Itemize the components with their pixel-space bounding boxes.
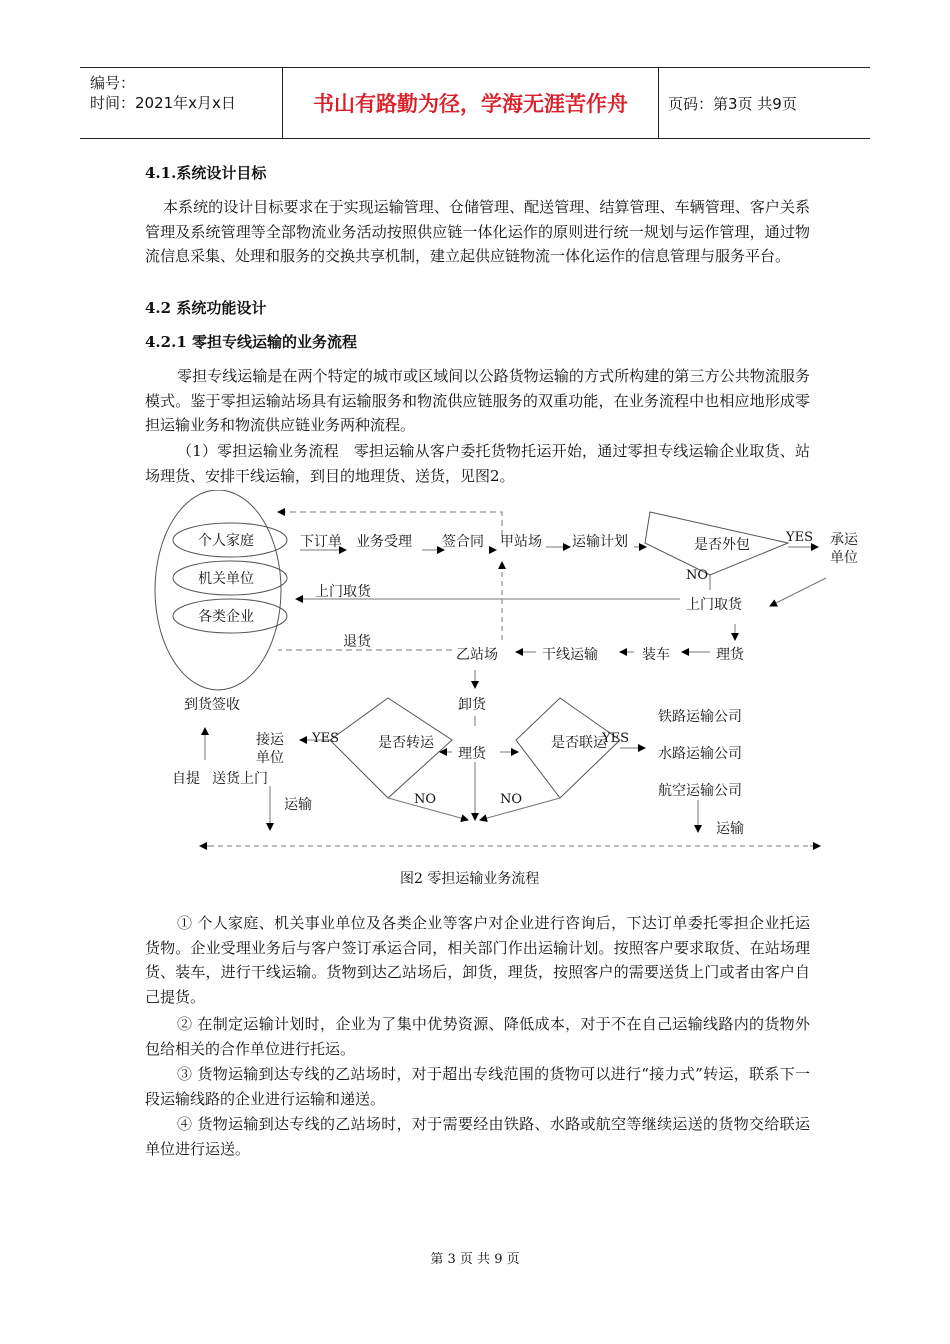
arrow-carrier-pickup bbox=[770, 578, 826, 606]
node-transfer: 是否转运 bbox=[378, 735, 434, 751]
time-label: 时间：2021年x月x日 bbox=[90, 94, 236, 112]
page-header bbox=[80, 67, 870, 139]
node-pickup-right: 上门取货 bbox=[686, 597, 742, 613]
node-pickup-left: 上门取货 bbox=[315, 584, 371, 600]
node-accept: 业务受理 bbox=[356, 534, 412, 550]
label-no-3: NO bbox=[500, 792, 523, 807]
node-rail: 铁路运输公司 bbox=[658, 709, 742, 725]
node-joint: 是否联运 bbox=[551, 735, 607, 751]
node-outsource: 是否外包 bbox=[694, 537, 750, 553]
number-label: 编号： bbox=[90, 74, 136, 92]
figure-caption: 图2 零担运输业务流程 bbox=[400, 871, 540, 887]
node-water: 水路运输公司 bbox=[658, 746, 742, 762]
section-4-1-title: 4.1.系统设计目标 bbox=[145, 164, 267, 182]
node-station-b: 乙站场 bbox=[456, 647, 498, 663]
section-4-2-title: 4.2 系统功能设计 bbox=[145, 299, 267, 317]
note-3: ③ 货物运输到达专线的乙站场时，对于超出专线范围的货物可以进行“接力式”转运，联系下一段运输线路的企业进行运输和递送。 bbox=[145, 1065, 810, 1108]
label-yes-3: YES bbox=[602, 731, 629, 746]
process-intro-text: 零担运输从客户委托货物托运开始，通过零担专线运输企业取货、站场理货、安排干线运输，到目的地理货、送货，见图2。 bbox=[145, 442, 811, 485]
process-subheading: （1）零担运输业务流程 bbox=[177, 442, 339, 460]
label-transport-right: 运输 bbox=[716, 821, 744, 837]
node-receipt: 到货签收 bbox=[184, 697, 240, 713]
node-place-order: 下订单 bbox=[300, 534, 342, 550]
node-sort-1: 理货 bbox=[716, 647, 744, 663]
node-trunk: 干线运输 bbox=[542, 647, 598, 663]
node-sort-2: 理货 bbox=[458, 746, 486, 762]
page-number-label: 页码：第3页 共9页 bbox=[668, 94, 797, 113]
section-4-2-1-paragraph: 零担专线运输是在两个特定的城市或区域间以公路货物运输的方式所构建的第三方公共物流服务模式。鉴于零担运输站场具有运输服务和物流供应链服务的双重功能，在业务流程中也相应地形成零担运输业务和物流供应链业务两种流程。 bbox=[145, 367, 810, 434]
note-1: ① 个人家庭、机关事业单位及各类企业等客户对企业进行咨询后，下达订单委托零担企业托运货物。企业受理业务后与客户签订承运合同，相关部门作出运输计划。按照客户要求取货、在站场理货、装车，进行干线运输。货物到达乙站场后，卸货，理货，按照客户的需要送货上门或者由客户自己提货。 bbox=[145, 914, 810, 1006]
node-org: 机关单位 bbox=[198, 571, 254, 587]
label-transport-left: 运输 bbox=[284, 797, 312, 813]
node-station-a: 甲站场 bbox=[500, 534, 542, 550]
header-motto: 书山有路勤为径，学海无涯苦作舟 bbox=[282, 68, 659, 138]
node-receiver: 接运单位 bbox=[256, 732, 284, 766]
node-sign: 签合同 bbox=[442, 534, 484, 550]
node-person: 个人家庭 bbox=[198, 533, 254, 549]
header-meta bbox=[80, 68, 282, 138]
node-plan: 运输计划 bbox=[572, 534, 628, 550]
note-4: ④ 货物运输到达专线的乙站场时，对于需要经由铁路、水路或航空等继续运送的货物交给联运单位进行运送。 bbox=[145, 1115, 810, 1158]
section-4-1-body: 本系统的设计目标要求在于实现运输管理、仓储管理、配送管理、结算管理、车辆管理、客户关系管理及系统管理等全部物流业务活动按照供应链一体化运作的原则进行统一规划与运作管理，通过物流信息采集、处理和服务的交换共享机制，建立起供应链物流一体化运作的信息管理与服务平台。 bbox=[145, 198, 810, 265]
label-return: 退货 bbox=[343, 634, 371, 650]
label-yes-2: YES bbox=[312, 731, 339, 746]
node-unload: 卸货 bbox=[458, 697, 486, 713]
page-footer: 第 3 页 共 9 页 bbox=[430, 1252, 520, 1267]
label-no-2: NO bbox=[414, 792, 437, 807]
section-4-2-1-title: 4.2.1 零担专线运输的业务流程 bbox=[145, 333, 357, 351]
node-deliver: 送货上门 bbox=[212, 771, 268, 787]
section-4-2-1-paragraph-2 bbox=[145, 439, 810, 488]
node-company: 各类企业 bbox=[198, 609, 254, 625]
flowchart bbox=[150, 490, 858, 860]
node-self-pickup: 自提 bbox=[172, 771, 200, 787]
node-air: 航空运输公司 bbox=[658, 783, 742, 799]
label-yes-1: YES bbox=[786, 530, 813, 545]
label-no-1: NO bbox=[686, 568, 709, 583]
node-load: 装车 bbox=[642, 647, 670, 663]
node-carrier: 承运单位 bbox=[830, 532, 858, 566]
note-2: ② 在制定运输计划时，企业为了集中优势资源、降低成本，对于不在自己运输线路内的货物外包给相关的合作单位进行托运。 bbox=[145, 1015, 810, 1058]
customer-group-ellipse bbox=[155, 490, 281, 690]
